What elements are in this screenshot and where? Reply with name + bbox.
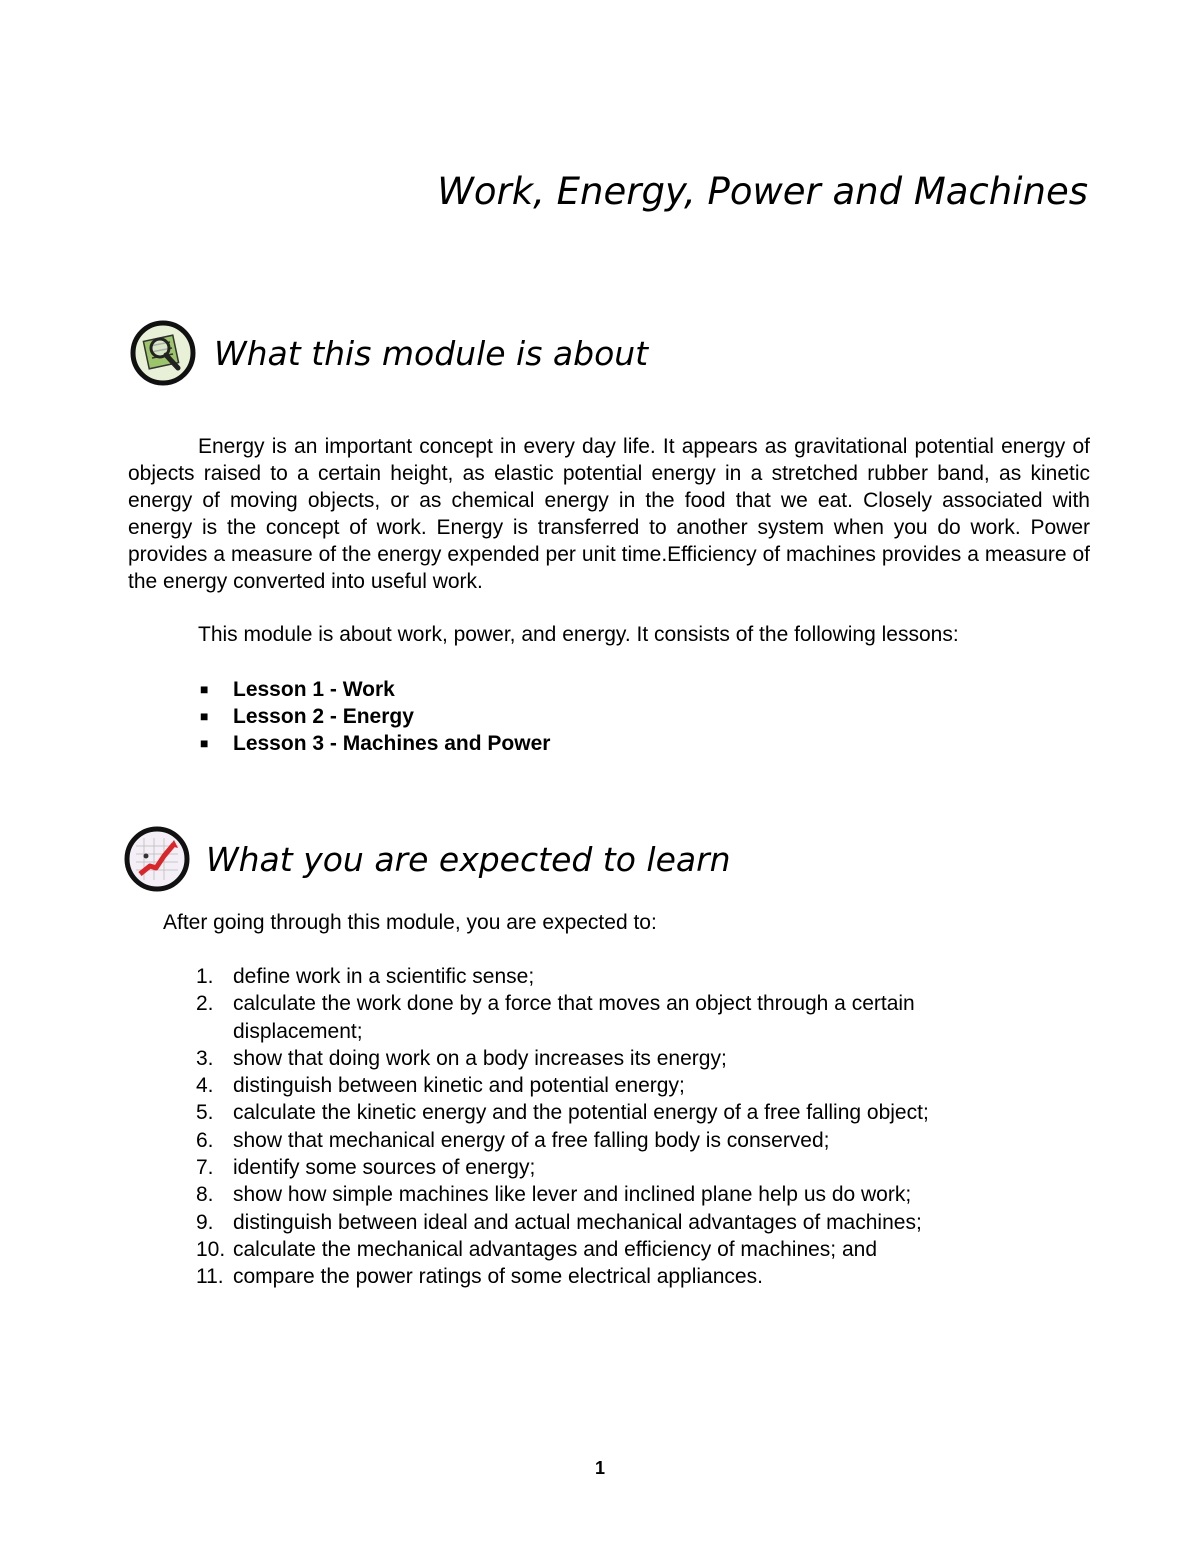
- rising-chart-icon: [124, 826, 190, 892]
- objective-text: calculate the kinetic energy and the potential energy of a free falling object;: [233, 1101, 929, 1125]
- lesson-label: Lesson 3 - Machines and Power: [233, 732, 551, 755]
- list-item: [196, 1181, 1016, 1208]
- lesson-label: Lesson 2 - Energy: [233, 705, 414, 728]
- objective-text: show how simple machines like lever and inclined plane help us do work;: [233, 1183, 912, 1207]
- list-item: [196, 963, 1016, 990]
- list-number: 8.: [196, 1183, 214, 1207]
- section-learn-heading: What you are expected to learn: [206, 839, 731, 879]
- list-number: 7.: [196, 1156, 214, 1180]
- list-number: 2.: [196, 992, 214, 1016]
- list-item: [196, 1072, 1016, 1099]
- about-body: [128, 433, 1090, 648]
- list-item: [196, 1127, 1016, 1154]
- list-number: 3.: [196, 1046, 214, 1070]
- list-number: 10.: [196, 1237, 226, 1261]
- objective-text: compare the power ratings of some electrical appliances.: [233, 1265, 763, 1289]
- list-number: 11.: [196, 1265, 224, 1289]
- list-number: 6.: [196, 1128, 214, 1152]
- list-item: [200, 730, 550, 757]
- lesson-list: [200, 676, 550, 757]
- objective-text: calculate the work done by a force that moves an object through a certain displacement;: [233, 992, 915, 1043]
- bullet-icon: ■: [200, 681, 209, 697]
- list-item: [196, 990, 1016, 1045]
- list-item: [196, 1154, 1016, 1181]
- section-about-heading: What this module is about: [214, 333, 649, 373]
- section-about-header: [130, 320, 648, 386]
- objective-text: calculate the mechanical advantages and efficiency of machines; and: [233, 1237, 878, 1261]
- objective-text: identify some sources of energy;: [233, 1156, 536, 1180]
- bullet-icon: ■: [200, 735, 209, 751]
- page-number: 1: [594, 1458, 605, 1478]
- bullet-icon: ■: [200, 708, 209, 724]
- list-number: 4.: [196, 1074, 214, 1098]
- list-item: [200, 676, 550, 703]
- section-learn-header: [124, 826, 731, 892]
- objective-text: show that mechanical energy of a free falling body is conserved;: [233, 1128, 830, 1152]
- list-item: [196, 1236, 1016, 1263]
- objective-text: distinguish between kinetic and potential energy;: [233, 1074, 685, 1098]
- list-number: 9.: [196, 1210, 214, 1234]
- list-item: [196, 1045, 1016, 1072]
- list-item: [196, 1263, 1016, 1290]
- list-number: 1.: [196, 965, 214, 988]
- list-item: [200, 703, 550, 730]
- about-paragraph-1: Energy is an important concept in every day life. It appears as gravitational potential energy of objects raised to a certain height, as elastic potential energy in a stretched rubber band, as kinetic energy of moving objects, or as chemical energy in the food that we eat. Closely associated with energy is the concept of work. Energy is transferred to another system when you do work. Power provides a measure of the energy expended per unit time.Efficiency of machines provides a measure of the energy converted into useful work.: [128, 435, 1090, 593]
- objective-text: show that doing work on a body increases its energy;: [233, 1046, 727, 1070]
- learn-intro: After going through this module, you are expected to:: [163, 911, 657, 934]
- list-item: [196, 1099, 1016, 1126]
- list-number: 5.: [196, 1101, 214, 1125]
- about-paragraph-2: This module is about work, power, and energy. It consists of the following lessons:: [198, 623, 959, 646]
- document-title: Work, Energy, Power and Machines: [437, 170, 1088, 213]
- list-item: [196, 1209, 1016, 1236]
- lesson-label: Lesson 1 - Work: [233, 678, 395, 701]
- objective-text: define work in a scientific sense;: [233, 965, 535, 988]
- objective-text: distinguish between ideal and actual mechanical advantages of machines;: [233, 1210, 922, 1234]
- objective-list: [196, 963, 1016, 1291]
- magnifier-document-icon: [130, 320, 196, 386]
